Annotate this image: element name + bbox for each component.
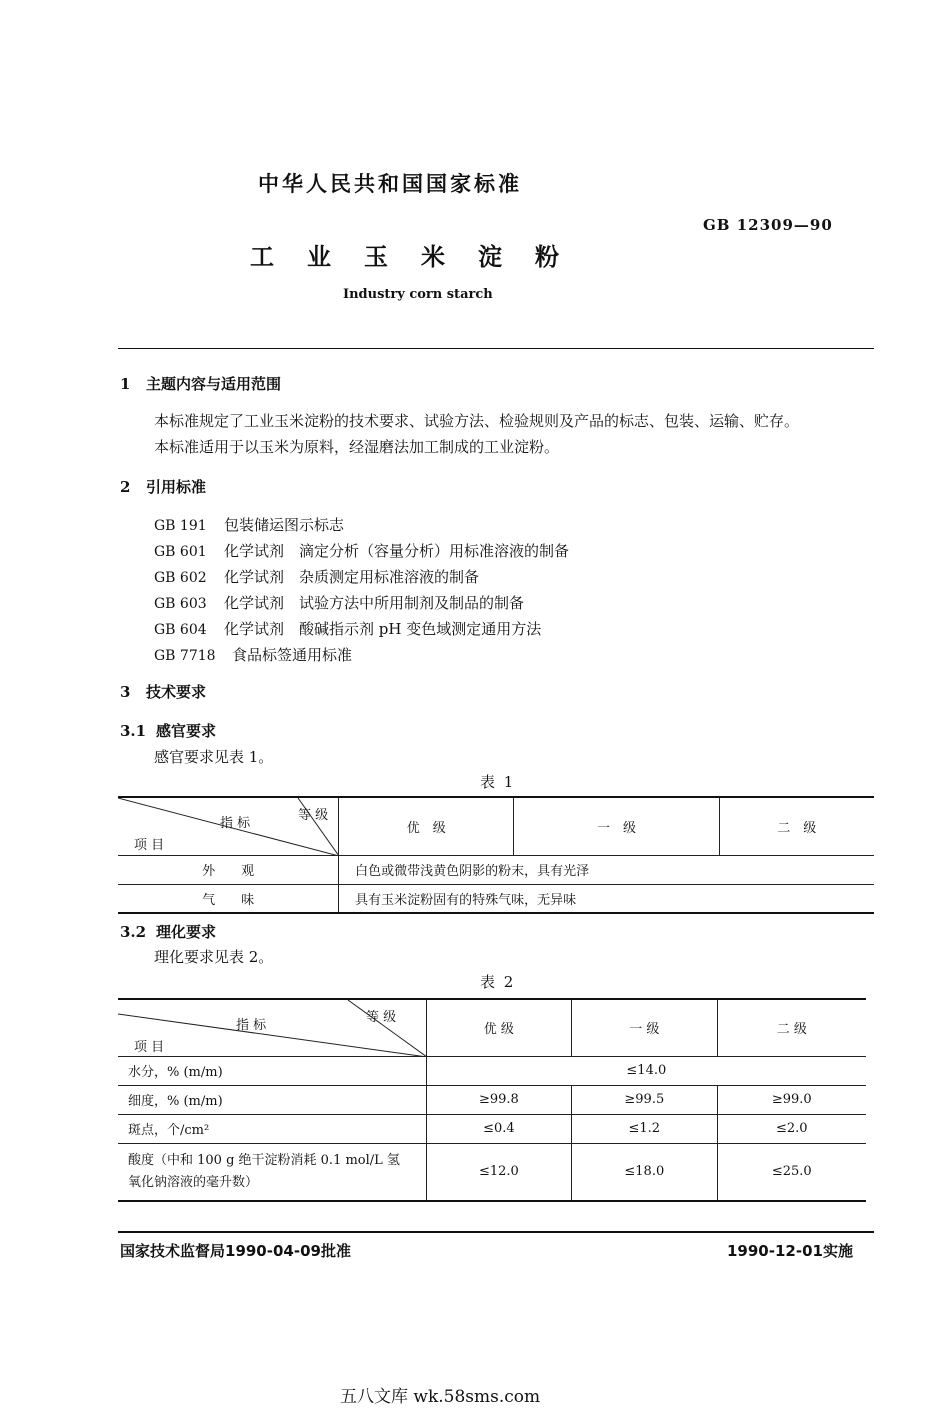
reference-code: GB 603 — [154, 596, 207, 612]
section-3-1-number: 3.1 — [120, 722, 147, 740]
corner-item-label: 项 目 — [134, 1040, 165, 1055]
reference-title: 化学试剂 滴定分析（容量分析）用标准溶液的制备 — [224, 542, 570, 560]
corner-index-label: 指 标 — [236, 1018, 267, 1033]
row-value: ≥99.5 — [572, 1085, 717, 1114]
table-corner-cell — [118, 797, 339, 855]
grade-header: 优 级 — [426, 999, 571, 1056]
national-standard-heading: 中华人民共和国国家标准 — [258, 172, 522, 196]
section-1-paragraph-2: 本标准适用于以玉米为原料，经湿磨法加工制成的工业淀粉。 — [154, 438, 560, 456]
section-3-1-title: 感官要求 — [156, 722, 217, 740]
approval-note: 国家技术监督局1990-04-09批准 — [120, 1242, 351, 1260]
table-2-caption: 表 2 — [480, 973, 516, 991]
section-1-number: 1 — [120, 375, 131, 393]
grade-header: 二 级 — [719, 797, 874, 855]
section-2-heading — [120, 476, 206, 497]
document-title: 工业玉米淀粉 — [250, 243, 592, 271]
row-item-line: 酸度（中和 100 g 绝干淀粉消耗 0.1 mol/L 氢 — [128, 1152, 400, 1168]
section-3-1-heading — [120, 720, 216, 741]
table-row — [118, 1056, 866, 1085]
corner-item-label: 项 目 — [134, 838, 165, 853]
table-row — [118, 1114, 866, 1143]
reference-code: GB 604 — [154, 622, 207, 638]
corner-index-label: 指 标 — [220, 816, 251, 831]
reference-item — [154, 644, 569, 670]
grade-header: 一 级 — [514, 797, 719, 855]
row-value: ≥99.8 — [426, 1085, 571, 1114]
row-item — [118, 1143, 426, 1201]
table-2 — [118, 998, 866, 1202]
reference-code: GB 191 — [154, 518, 207, 534]
grade-header: 二 级 — [717, 999, 866, 1056]
table-header-row — [118, 797, 874, 855]
section-3-1-text: 感官要求见表 1。 — [154, 748, 274, 766]
table-corner-cell — [118, 999, 426, 1056]
row-item: 斑点，个/cm² — [118, 1114, 426, 1143]
row-value: 白色或微带浅黄色阴影的粉末，具有光泽 — [339, 855, 874, 884]
table-row — [118, 1143, 866, 1201]
row-item: 气 味 — [118, 884, 339, 913]
corner-grade-label: 等 级 — [366, 1010, 397, 1025]
reference-list — [154, 514, 569, 670]
standard-code: GB 12309—90 — [703, 216, 833, 234]
watermark: 五八文库 wk.58sms.com — [340, 1387, 541, 1407]
table-row — [118, 1085, 866, 1114]
row-value: ≤18.0 — [572, 1143, 717, 1201]
row-item: 外 观 — [118, 855, 339, 884]
header-rule — [118, 348, 874, 349]
reference-code: GB 602 — [154, 570, 207, 586]
row-value: ≤12.0 — [426, 1143, 571, 1201]
row-merged-value: ≤14.0 — [426, 1056, 866, 1085]
row-item-line: 氧化钠溶液的毫升数） — [128, 1174, 259, 1190]
table-row — [118, 884, 874, 913]
section-3-title: 技术要求 — [146, 683, 207, 701]
section-1-title: 主题内容与适用范围 — [146, 375, 282, 393]
reference-code: GB 7718 — [154, 648, 216, 664]
table-header-row — [118, 999, 866, 1056]
reference-item — [154, 514, 569, 540]
corner-grade-label: 等 级 — [298, 808, 329, 823]
reference-code: GB 601 — [154, 544, 207, 560]
row-value: ≥99.0 — [717, 1085, 866, 1114]
reference-item — [154, 540, 569, 566]
section-2-number: 2 — [120, 478, 131, 496]
footer-rule — [118, 1231, 874, 1233]
section-3-heading — [120, 681, 206, 702]
section-3-2-text: 理化要求见表 2。 — [154, 948, 274, 966]
section-1-heading — [120, 373, 281, 394]
row-value: 具有玉米淀粉固有的特殊气味，无异味 — [339, 884, 874, 913]
reference-title: 包装储运图示标志 — [224, 516, 345, 534]
reference-title: 化学试剂 酸碱指示剂 pH 变色域测定通用方法 — [224, 620, 542, 638]
reference-title: 食品标签通用标准 — [232, 646, 353, 664]
section-3-2-heading — [120, 921, 216, 942]
document-subtitle: Industry corn starch — [343, 287, 493, 302]
row-value: ≤25.0 — [717, 1143, 866, 1201]
section-3-number: 3 — [120, 683, 131, 701]
table-row — [118, 855, 874, 884]
row-item: 水分，% (m/m) — [118, 1056, 426, 1085]
reference-item — [154, 618, 569, 644]
section-3-2-title: 理化要求 — [156, 923, 217, 941]
reference-item — [154, 566, 569, 592]
table-1 — [118, 796, 874, 914]
grade-header: 一 级 — [572, 999, 717, 1056]
section-2-title: 引用标准 — [146, 478, 207, 496]
row-item: 细度，% (m/m) — [118, 1085, 426, 1114]
reference-item — [154, 592, 569, 618]
section-3-2-number: 3.2 — [120, 923, 147, 941]
reference-title: 化学试剂 试验方法中所用制剂及制品的制备 — [224, 594, 525, 612]
table-1-caption: 表 1 — [480, 773, 516, 791]
row-value: ≤1.2 — [572, 1114, 717, 1143]
implementation-date: 1990-12-01实施 — [727, 1242, 853, 1260]
grade-header: 优 级 — [339, 797, 514, 855]
row-value: ≤2.0 — [717, 1114, 866, 1143]
reference-title: 化学试剂 杂质测定用标准溶液的制备 — [224, 568, 480, 586]
section-1-paragraph-1: 本标准规定了工业玉米淀粉的技术要求、试验方法、检验规则及产品的标志、包装、运输、贮存。 — [154, 412, 800, 430]
row-value: ≤0.4 — [426, 1114, 571, 1143]
